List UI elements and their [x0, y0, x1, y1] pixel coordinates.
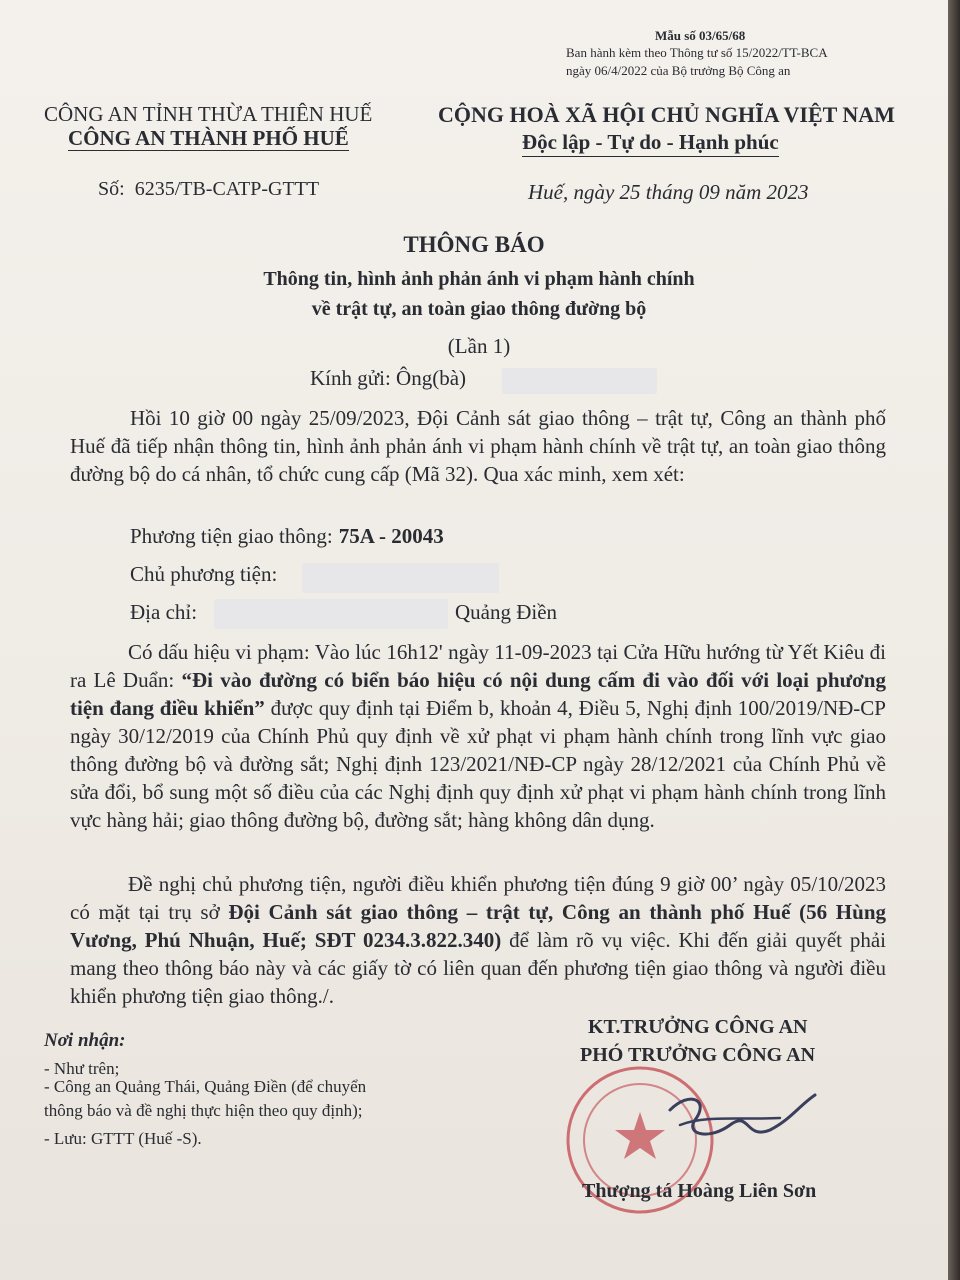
recipient-item: - Công an Quảng Thái, Quảng Điền (để chuyển: [44, 1077, 367, 1096]
address-district: Quảng Điền: [455, 600, 558, 624]
document-number: [98, 178, 319, 201]
document-date: Huế, ngày 25 tháng 09 năm 2023: [528, 180, 809, 204]
signatory-title: KT.TRƯỞNG CÔNG AN: [588, 1016, 808, 1038]
agency-name-text: CÔNG AN THÀNH PHỐ HUẾ: [68, 126, 349, 150]
violation-paragraph: [70, 638, 886, 834]
redacted-recipient-name: [502, 368, 657, 394]
violation-description: “Đi vào đường có biển báo hiệu có nội dung cấm đi vào đối với loại phương tiện đang điều khiển”: [70, 668, 886, 720]
intro-paragraph: Hồi 10 giờ 00 ngày 25/09/2023, Đội Cảnh sát giao thông – trật tự, Công an thành phố Huế đã tiếp nhận thông tin, hình ảnh phản ánh vi phạm hành chính về trật tự, an toàn giao thông đường bộ do cá nhân, tổ chức cung cấp (Mã 32). Qua xác minh, xem xét:: [70, 406, 886, 486]
request-paragraph: [70, 870, 886, 1010]
agency-name: [68, 126, 349, 151]
form-number: Mẫu số 03/65/68: [655, 28, 746, 43]
recipient-item: - Lưu: GTTT (Huế -S).: [44, 1129, 202, 1148]
recipient-item: - Như trên;: [44, 1059, 120, 1078]
recipient-item: thông báo và đề nghị thực hiện theo quy định);: [44, 1101, 363, 1120]
vehicle-line: [130, 524, 444, 549]
violation-legal-basis: được quy định tại Điểm b, khoản 4, Điều 5, Nghị định 100/2019/NĐ-CP ngày 30/12/2019 của Chính Phủ quy định về xử phạt vi phạm hành chính trong lĩnh vực giao thông đường bộ và đường sắt; Nghị định 123/2021/NĐ-CP ngày 28/12/2021 của Chính Phủ về sửa đổi, bổ sung một số điều của các Nghị định quy định xử phạt vi phạm hành chính trong lĩnh vực hàng hải; giao thông đường bộ, đường sắt; hàng không dân dụng.: [70, 696, 886, 832]
owner-label: Chủ phương tiện:: [130, 562, 278, 586]
document-number-value: 6235/TB-CATP-GTTT: [134, 178, 320, 200]
redacted-owner-name: [302, 563, 499, 593]
document-number-label: Số:: [98, 178, 125, 200]
document-subtitle: Thông tin, hình ảnh phản ánh vi phạm hành chính: [263, 268, 695, 290]
notice-attempt: (Lần 1): [447, 334, 511, 358]
nation-name: CỘNG HOÀ XÃ HỘI CHỦ NGHĨA VIỆT NAM: [438, 102, 895, 127]
redacted-address: [214, 599, 448, 629]
document-subtitle: về trật tự, an toàn giao thông đường bộ: [311, 298, 647, 320]
form-reference-line: Ban hành kèm theo Thông tư số 15/2022/TT-BCA: [566, 45, 828, 60]
request-text: Đề nghị chủ phương tiện, người điều khiển phương tiện đúng 9 giờ 00’ ngày 05/10/2023 có mặt tại trụ sở: [70, 872, 886, 924]
handwritten-signature: [650, 1070, 820, 1170]
violation-text: Có dấu hiệu vi phạm: Vào lúc 16h12' ngày 11-09-2023 tại Cửa Hữu hướng từ Yết Kiêu đi ra Lê Duẩn:: [70, 640, 886, 692]
signatory-position: PHÓ TRƯỞNG CÔNG AN: [580, 1044, 816, 1066]
page-edge-shadow: [948, 0, 960, 1280]
signer-name: Thượng tá Hoàng Liên Sơn: [582, 1180, 817, 1202]
vehicle-plate: 75A - 20043: [338, 524, 444, 548]
request-location: Đội Cảnh sát giao thông – trật tự, Công an thành phố Huế (56 Hùng Vương, Phú Nhuận, Huế; SĐT 0234.3.822.340): [70, 900, 886, 952]
address-label: Địa chỉ:: [130, 600, 198, 624]
recipients-heading: Nơi nhận:: [44, 1030, 126, 1051]
vehicle-label: Phương tiện giao thông:: [130, 524, 333, 548]
form-reference-line: ngày 06/4/2022 của Bộ trưởng Bộ Công an: [566, 63, 791, 78]
national-motto: Độc lập - Tự do - Hạnh phúc: [522, 130, 779, 157]
form-reference: [566, 44, 828, 80]
request-instructions: để làm rõ vụ việc. Khi đến giải quyết phải mang theo thông báo này và các giấy tờ có liên quan đến phương tiện giao thông và người điều khiển phương tiện giao thông./.: [70, 928, 886, 1008]
document-title: THÔNG BÁO: [403, 232, 545, 257]
agency-parent: CÔNG AN TỈNH THỪA THIÊN HUẾ: [44, 102, 373, 126]
salutation: Kính gửi: Ông(bà): [310, 366, 467, 390]
